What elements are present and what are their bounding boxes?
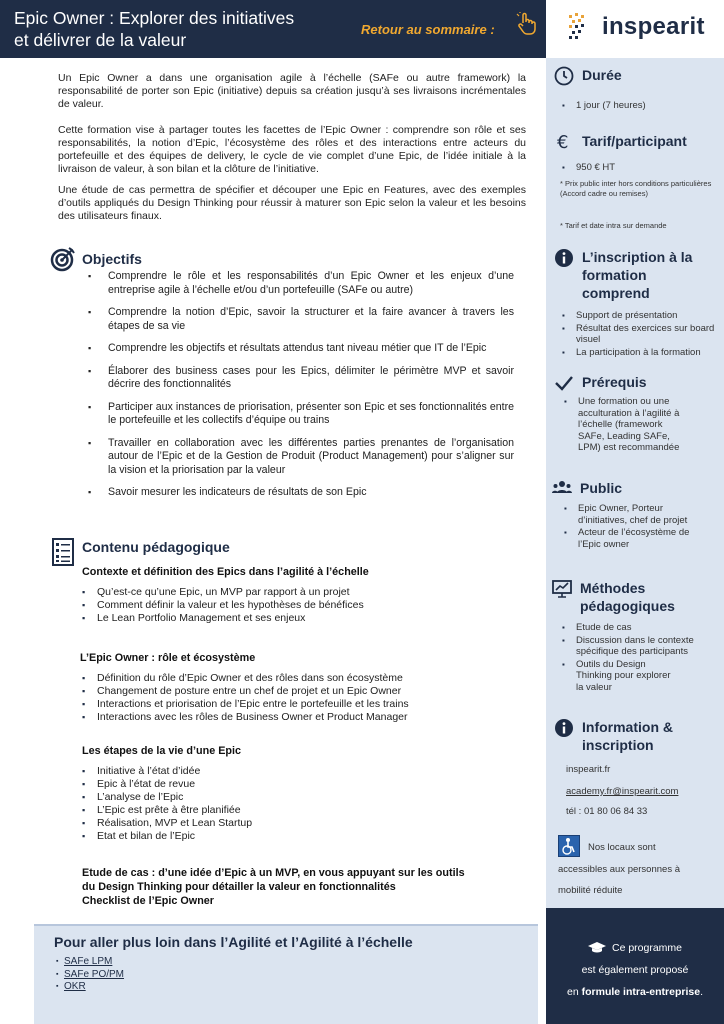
accessibility-icon [558, 835, 580, 857]
graduation-cap-icon [588, 942, 606, 954]
duree-list [562, 100, 718, 113]
tarif-item: ▪ 950 € HT [562, 162, 718, 174]
tarif-note-1: * Prix public inter hors conditions particulières (Accord cadre ou remises) [560, 179, 712, 198]
promo-bold: formule intra-entreprise [581, 986, 701, 998]
page-header [0, 0, 724, 58]
promo-line-1 [546, 939, 724, 957]
inspearit-logo[interactable] [568, 12, 705, 42]
contexte-list [82, 586, 364, 625]
list-item: ▪ Comment définir la valeur et les hypothèses de bénéfices [82, 599, 364, 612]
svg-text:€: € [557, 132, 569, 152]
access-line-3: mobilité réduite [558, 885, 623, 896]
objectif-item: ▪ Élaborer des business cases pour les Epics, délimiter le périmètre MVP et savoir décrire des fonctionnalités [88, 365, 514, 392]
intro-paragraph-3: Une étude de cas permettra de spécifier et découper une Epic en Features, avec des exemples d’outils appliqués du Design Thinking pour réussir à maturer son Epic selon la valeur et les besoins des utilisateurs finaux. [58, 184, 526, 222]
back-to-summary-link[interactable]: Retour au sommaire : [361, 22, 495, 37]
prerequis-title: Prérequis [582, 374, 647, 390]
info-title: Information & inscription [582, 719, 673, 753]
list-item: ▪ Initiative à l’état d’idée [82, 765, 252, 778]
duree-item: ▪ 1 jour (7 heures) [562, 100, 718, 112]
objectifs-title: Objectifs [82, 251, 142, 267]
list-item: ▪ Epic à l’état de revue [82, 778, 252, 791]
objectifs-list [88, 270, 514, 509]
tarif-title: Tarif/participant [582, 133, 687, 149]
logo-area [546, 0, 724, 58]
objectif-item: ▪ Comprendre les objectifs et résultats attendus tant niveau métier que IT de l’Epic [88, 342, 514, 356]
objectif-item: ▪ Comprendre la notion d’Epic, savoir la structurer et la faire avancer à travers les étapes de sa vie [88, 306, 514, 333]
methodes-item: ▪ Discussion dans le contexte spécifique des participants [562, 635, 712, 658]
logo-mark-icon [568, 12, 598, 42]
prerequis-list [564, 396, 684, 455]
list-item: ▪ Interactions et priorisation de l’Epic entre le portefeuille et les trains [82, 698, 409, 711]
list-item: ▪ L’analyse de l’Epic [82, 791, 252, 804]
checklist-icon [52, 538, 74, 566]
info-icon [554, 248, 574, 268]
methodes-list [562, 622, 712, 694]
intro-paragraph-1: Un Epic Owner a dans une organisation agile à l’échelle (SAFe ou autre framework) la responsabilité de porter son Epic (initiative) depuis sa création jusqu’à ses livraisons incrémentales de valeur. [58, 72, 526, 110]
inscription-title: L’inscription à la formation comprend [582, 249, 693, 301]
presentation-board-icon [552, 579, 572, 599]
list-item: ▪ Le Lean Portfolio Management et ses enjeux [82, 612, 364, 625]
objectif-item: ▪ Savoir mesurer les indicateurs de résultats de son Epic [88, 486, 514, 500]
list-item: ▪ Etat et bilan de l’Epic [82, 830, 252, 843]
methodes-item: ▪ Outils du Design Thinking pour explorer la valeur [562, 659, 672, 694]
promo-prefix: en [567, 986, 582, 998]
list-item: ▪ Définition du rôle d’Epic Owner et des rôles dans son écosystème [82, 672, 409, 685]
title-line-1: Epic Owner : Explorer des initiatives [14, 8, 295, 28]
inscription-item: ▪ Résultat des exercices sur board visuel [562, 323, 718, 346]
users-icon [552, 479, 572, 499]
duree-heading [554, 66, 622, 86]
promo-text-1: Ce programme [611, 942, 683, 954]
access-line-1: Nos locaux sont [588, 842, 656, 853]
logo-text: inspearit [602, 13, 705, 40]
list-item: ▪ Interactions avec les rôles de Business Owner et Product Manager [82, 711, 409, 724]
inscription-heading [554, 248, 702, 302]
pointer-hand-icon[interactable] [516, 12, 536, 36]
further-learning-box [34, 924, 538, 1024]
role-list [82, 672, 409, 724]
intro-paragraph-2: Cette formation vise à partager toutes les facettes de l’Epic Owner : comprendre son rôle et ses responsabilités, la notion d’Epic, l’écosystème des rôles et des interactions entre acteurs du portefeuille et des équipes de delivery, le cycle de vie complet d’une Epic, de l’idée initiale à la livraison de valeur, à son bilan et la clôture de l’initiative. [58, 124, 526, 175]
prerequis-item: ▪ Une formation ou une acculturation à l’agilité à l’échelle (framework SAFe, Leading SAFe, LPM) est recommandée [564, 396, 684, 454]
target-icon [50, 246, 76, 272]
promo-suffix: . [700, 986, 703, 998]
public-list [564, 503, 704, 551]
methodes-item: ▪ Etude de cas [562, 622, 712, 634]
case-study-text [82, 866, 522, 908]
euro-icon [554, 132, 574, 152]
methodes-heading [552, 579, 700, 615]
contenu-title: Contenu pédagogique [82, 539, 230, 555]
phone-number: tél : 01 80 06 84 33 [566, 806, 648, 817]
section-title-role: L’Epic Owner : rôle et écosystème [80, 652, 256, 664]
info-icon [554, 718, 574, 738]
etapes-list [82, 765, 252, 843]
title-line-2: et délivrer de la valeur [14, 30, 187, 50]
checkmark-icon [554, 373, 574, 393]
link-safe-po-pm[interactable]: ▪ SAFe PO/PM [56, 969, 124, 982]
public-title: Public [580, 480, 623, 496]
inscription-item: ▪ Support de présentation [562, 310, 718, 322]
tarif-list [562, 162, 718, 175]
objectif-item: ▪ Comprendre le rôle et les responsabilités d’un Epic Owner et les enjeux d’une entreprise agile à l’échelle et/ou d’un portefeuille (SAFe ou autre) [88, 270, 514, 297]
public-item: ▪ Acteur de l’écosystème de l’Epic owner [564, 527, 704, 550]
case-study-line-3: Checklist de l’Epic Owner [82, 895, 215, 907]
clock-icon [554, 66, 574, 86]
inscription-item: ▪ La participation à la formation [562, 347, 718, 359]
tarif-heading [554, 132, 687, 152]
public-item: ▪ Epic Owner, Porteur d’initiatives, chef de projet [564, 503, 704, 526]
inscription-list [562, 310, 718, 359]
objectif-item: ▪ Travailler en collaboration avec les différentes parties prenantes de l’organisation autour de l’Epic et de la Gestion de Produit (Product Management) pour s’aligner sur la vision et la priorisation par la valeur [88, 437, 514, 478]
section-title-etapes: Les étapes de la vie d’une Epic [82, 745, 242, 757]
list-item: ▪ Qu’est-ce qu’une Epic, un MVP par rapport à un projet [82, 586, 364, 599]
promo-line-3 [546, 983, 724, 1001]
page-title [14, 7, 294, 51]
prerequis-heading [554, 373, 647, 393]
header-banner [0, 0, 546, 58]
list-item: ▪ Changement de posture entre un chef de projet et un Epic Owner [82, 685, 409, 698]
tarif-note-2: * Tarif et date intra sur demande [560, 221, 667, 230]
email-link[interactable]: academy.fr@inspearit.com [566, 786, 679, 797]
objectif-item: ▪ Participer aux instances de priorisation, présenter son Epic et ses fonctionnalités entre le portefeuille et les collectifs d’équipe ou trains [88, 401, 514, 428]
website-link[interactable]: inspearit.fr [566, 764, 611, 775]
promo-line-2: est également proposé [581, 964, 689, 976]
access-line-2: accessibles aux personnes à [558, 864, 680, 875]
case-study-line-2: du Design Thinking pour détailler la valeur en fonctionnalités [82, 881, 396, 893]
list-item: ▪ L’Epic est prête à être planifiée [82, 804, 252, 817]
info-heading [554, 718, 702, 754]
further-title: Pour aller plus loin dans l’Agilité et l’Agilité à l’échelle [54, 934, 413, 950]
case-study-line-1: Etude de cas : d’une idée d’Epic à un MVP, en vous appuyant sur les outils [82, 867, 465, 879]
link-okr[interactable]: ▪ OKR [56, 981, 124, 994]
list-item: ▪ Réalisation, MVP et Lean Startup [82, 817, 252, 830]
further-links [56, 956, 124, 994]
section-title-contexte: Contexte et définition des Epics dans l’agilité à l’échelle [82, 566, 369, 578]
public-heading [552, 479, 622, 499]
methodes-title: Méthodes pédagogiques [580, 580, 675, 614]
link-safe-lpm[interactable]: ▪ SAFe LPM [56, 956, 124, 969]
duree-title: Durée [582, 67, 622, 83]
